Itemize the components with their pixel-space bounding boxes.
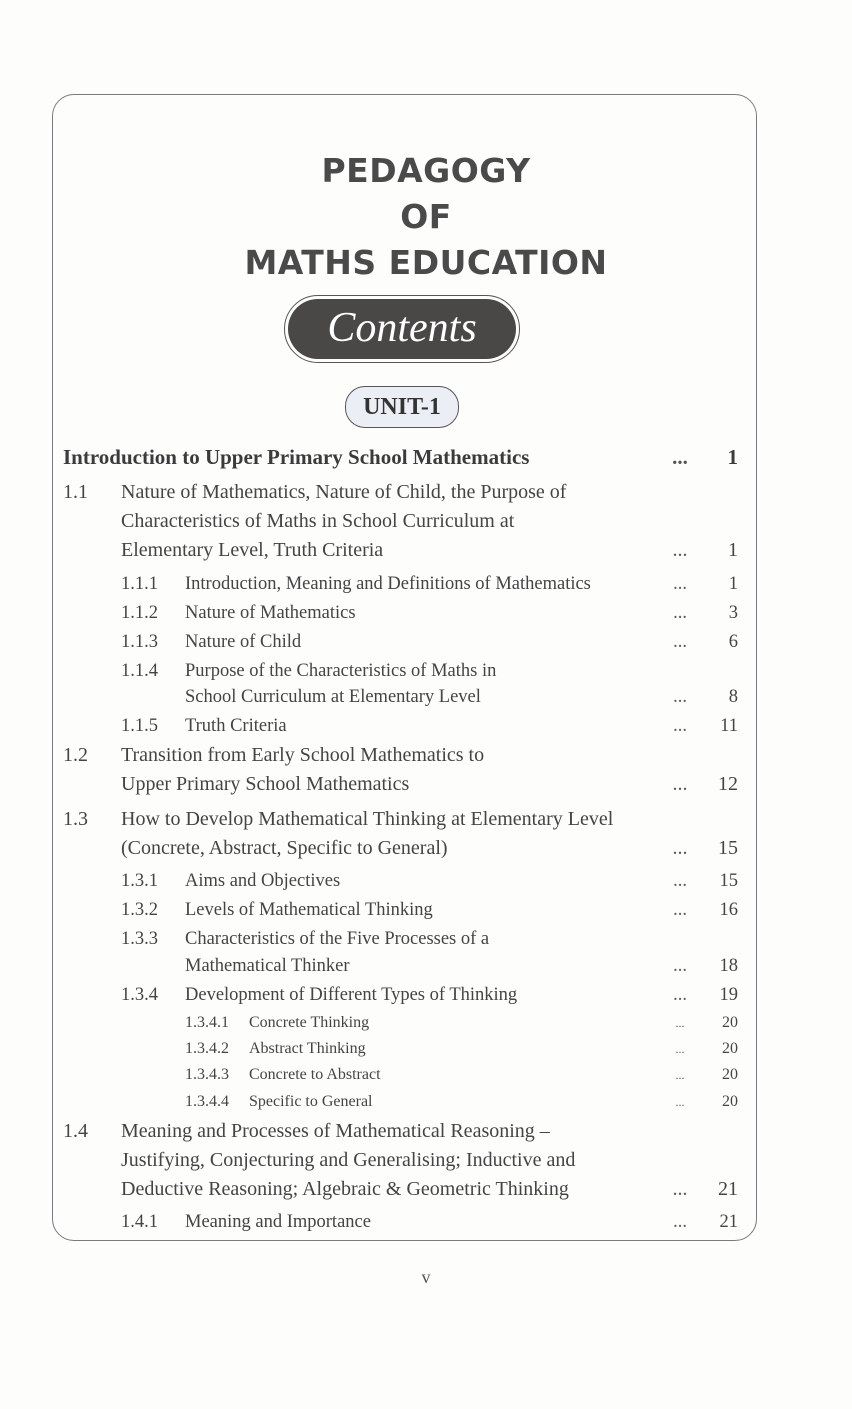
leader-dots: ... bbox=[672, 445, 688, 469]
toc-page-number: 8 bbox=[728, 687, 738, 707]
leader-dots: ... bbox=[675, 1095, 685, 1109]
toc-entry-title: Justifying, Conjecturing and Generalising; Inductive and bbox=[121, 1149, 576, 1171]
toc-entry-number: 1.1 bbox=[63, 481, 88, 503]
toc-entry-number: 1.3 bbox=[63, 808, 88, 830]
toc-entry-title: Specific to General bbox=[249, 1093, 373, 1110]
toc-entry-number: 1.1.5 bbox=[121, 716, 158, 736]
toc-page-number: 20 bbox=[722, 1014, 738, 1031]
toc-entry-title: Development of Different Types of Thinking bbox=[185, 985, 518, 1005]
toc-entry-title: Meaning and Processes of Mathematical Reasoning – bbox=[121, 1120, 550, 1142]
toc-entry-number: 1.1.4 bbox=[121, 661, 158, 681]
toc-entry-title: Transition from Early School Mathematics to bbox=[121, 744, 485, 766]
toc-entry-title: (Concrete, Abstract, Specific to General) bbox=[121, 837, 448, 859]
leader-dots: ... bbox=[673, 956, 687, 976]
toc-entry-title: Mathematical Thinker bbox=[185, 956, 350, 976]
toc-entry-number: 1.3.4.1 bbox=[185, 1014, 229, 1031]
leader-dots: ... bbox=[675, 1016, 685, 1030]
contents-label: Contents bbox=[288, 299, 516, 359]
toc-entry-title: Concrete to Abstract bbox=[249, 1066, 381, 1083]
toc-page-number: 20 bbox=[722, 1093, 738, 1110]
toc-entry-title: Upper Primary School Mathematics bbox=[121, 773, 410, 795]
toc-page-number: 16 bbox=[719, 900, 738, 920]
leader-dots: ... bbox=[673, 900, 687, 920]
toc-page-number: 12 bbox=[718, 773, 738, 795]
leader-dots: ... bbox=[672, 539, 688, 561]
toc-page-number: 11 bbox=[720, 716, 738, 736]
toc-entry-number: 1.2 bbox=[63, 744, 88, 766]
toc-entry-number: 1.3.4.4 bbox=[185, 1093, 229, 1110]
toc-entry-title: Characteristics of Maths in School Curriculum at bbox=[121, 510, 515, 532]
toc-page-number: 21 bbox=[718, 1178, 738, 1200]
toc-page-number: 1 bbox=[727, 445, 738, 469]
toc-entry-number: 1.3.4 bbox=[121, 985, 158, 1005]
contents-badge bbox=[284, 295, 520, 363]
toc-entry-title: Abstract Thinking bbox=[249, 1040, 366, 1057]
toc-page-number: 19 bbox=[719, 985, 738, 1005]
toc-entry-title: Aims and Objectives bbox=[185, 871, 341, 891]
toc-entry-number: 1.4.1 bbox=[121, 1212, 158, 1232]
toc-entry-title: Deductive Reasoning; Algebraic & Geometric Thinking bbox=[121, 1178, 569, 1200]
leader-dots: ... bbox=[673, 632, 687, 652]
leader-dots: ... bbox=[673, 687, 687, 707]
toc-entry-number: 1.3.2 bbox=[121, 900, 158, 920]
toc-page-number: 15 bbox=[718, 837, 738, 859]
toc-page-number: 18 bbox=[719, 956, 738, 976]
leader-dots: ... bbox=[672, 773, 688, 795]
toc-entry-number: 1.3.3 bbox=[121, 929, 158, 949]
book-title-line-2: OF bbox=[400, 197, 452, 236]
toc-page-number: 3 bbox=[728, 603, 738, 623]
unit-badge: UNIT-1 bbox=[345, 386, 459, 428]
leader-dots: ... bbox=[673, 716, 687, 736]
toc-entry-title: Nature of Mathematics bbox=[185, 603, 356, 623]
toc-entry-title: Levels of Mathematical Thinking bbox=[185, 900, 433, 920]
toc-entry-title: Nature of Child bbox=[185, 632, 302, 652]
leader-dots: ... bbox=[673, 603, 687, 623]
toc-page-number: 1 bbox=[728, 539, 738, 561]
toc-page-number: 20 bbox=[722, 1066, 738, 1083]
leader-dots: ... bbox=[673, 1212, 687, 1232]
toc-entry-number: 1.4 bbox=[63, 1120, 88, 1142]
toc-entry-number: 1.3.1 bbox=[121, 871, 158, 891]
page-folio: v bbox=[421, 1267, 431, 1287]
toc-entry-title: Meaning and Importance bbox=[185, 1212, 371, 1232]
toc-entry-title: Nature of Mathematics, Nature of Child, the Purpose of bbox=[121, 481, 567, 503]
toc-entry-title: Purpose of the Characteristics of Maths in bbox=[185, 661, 497, 681]
leader-dots: ... bbox=[675, 1068, 685, 1082]
toc-page-number: 6 bbox=[728, 632, 738, 652]
toc-entry-number: 1.1.1 bbox=[121, 574, 158, 594]
toc-entry-title: How to Develop Mathematical Thinking at Elementary Level bbox=[121, 808, 614, 830]
book-title-line-3: MATHS EDUCATION bbox=[244, 243, 608, 282]
leader-dots: ... bbox=[675, 1042, 685, 1056]
leader-dots: ... bbox=[672, 837, 688, 859]
toc-entry-number: 1.3.4.2 bbox=[185, 1040, 229, 1057]
toc-entry-number: 1.1.3 bbox=[121, 632, 158, 652]
leader-dots: ... bbox=[673, 871, 687, 891]
toc-page-number: 15 bbox=[719, 871, 738, 891]
toc-entry-title: Elementary Level, Truth Criteria bbox=[121, 539, 384, 561]
toc-entry-title: Introduction to Upper Primary School Mathematics bbox=[63, 445, 530, 469]
toc-entry-title: Truth Criteria bbox=[185, 716, 287, 736]
book-title-line-1: PEDAGOGY bbox=[321, 151, 531, 190]
toc-entry-title: School Curriculum at Elementary Level bbox=[185, 687, 481, 707]
toc-entry-title: Concrete Thinking bbox=[249, 1014, 370, 1031]
toc-page-number: 1 bbox=[728, 574, 738, 594]
leader-dots: ... bbox=[673, 574, 687, 594]
toc-page-number: 21 bbox=[719, 1212, 738, 1232]
toc-entry-number: 1.1.2 bbox=[121, 603, 158, 623]
toc-entry-number: 1.3.4.3 bbox=[185, 1066, 229, 1083]
toc-entry-title: Introduction, Meaning and Definitions of Mathematics bbox=[185, 574, 591, 594]
leader-dots: ... bbox=[673, 985, 687, 1005]
leader-dots: ... bbox=[672, 1178, 688, 1200]
toc-entry-title: Characteristics of the Five Processes of a bbox=[185, 929, 490, 949]
toc-page-number: 20 bbox=[722, 1040, 738, 1057]
